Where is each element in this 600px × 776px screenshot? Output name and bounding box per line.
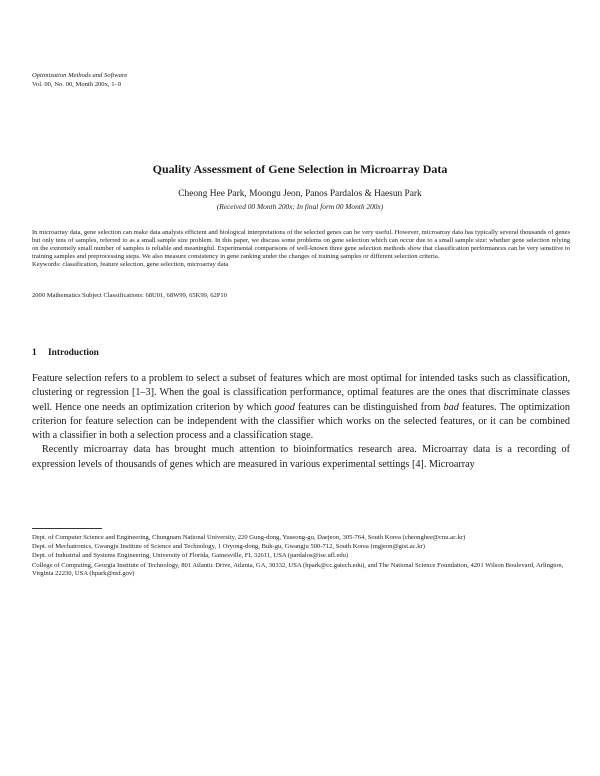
paper-title: Quality Assessment of Gene Selection in Microarray Data (152, 162, 448, 176)
abstract-text: In microarray data, gene selection can make data analysis efficient and biological interpretations of the selected genes can be very useful. However, microarray data has typically several thousands of genes but only tens of samples, referred to as a small sample size problem. In this paper, we discuss some problems on gene selection which can occur due to a small sample size: whether gene selection relying on the extremely small number of samples is reliable and meaningful. Experimental comparisons of well-known three gene selection methods show that classification performances can be very sensitive to training samples and preprocessing steps. We also measure consistency in gene ranking under the changes of training samples or different selection criteria. (32, 229, 570, 261)
paper-authors: Cheong Hee Park, Moongu Jeon, Panos Pardalos & Haesun Park (178, 189, 422, 199)
footnotes (32, 534, 570, 579)
received-dates: (Received 00 Month 200x; In final form 00 Month 200x) (216, 202, 384, 211)
footnote-item: Dept. of Industrial and Systems Engineering, University of Florida, Gainesville, FL 32611, USA (pardalos@ise.ufl.edu) (32, 552, 349, 560)
journal-volume: Vol. 00, No. 00, Month 200x, 1–9 (32, 80, 122, 88)
abstract (32, 229, 570, 269)
body-p1-good: good (274, 401, 295, 413)
footnote-item: Dept. of Computer Science and Engineering, Chungnam National University, 220 Gung-dong, Yuseong-gu, Daejeon, 305-764, South Korea (cheonghee@cnu.ac.kr) (32, 534, 466, 541)
footnote-item: Dept. of Mechatronics, Gwangju Institute of Science and Technology, 1 Oryong-dong, Buk-gu, Gwangju 500-712, South Korea (mgjeon@gist.ac.kr) (32, 543, 425, 551)
body-p1-part-a: Feature selection refers to a problem to select a subset of features which are most optimal for intended tasks such as classification, clustering or regression [1–3]. When the goal is classification performance, optimal features are the ones that discriminate classes well. Hence one needs an optimization criterion by which (32, 373, 570, 413)
section-heading (32, 348, 99, 358)
journal-header (32, 72, 127, 89)
footnote-rule (32, 528, 102, 529)
body-p1-part-c: features. The optimization criterion for feature selection can be independent with the classifier which works on the selected features, or it can be combined with a classifier in both a selection process and a classification stage. (32, 401, 570, 441)
section-title: Introduction (48, 348, 99, 358)
body-paragraph-1 (32, 372, 570, 443)
body-paragraph-2: Recently microarray data has brought much attention to bioinformatics research area. Microarray data is a recording of expression levels of thousands of genes which are measured in various experimental settings [4]. Microarray (32, 444, 570, 470)
footnote-item: College of Computing, Georgia Institute of Technology, 801 Atlantic Drive, Atlanta, GA, 30332, USA (hpark@cc.gatech.edu), and The National Science Foundation, 4201 Wilson Boulevard, Arlington, Virginia 22230, USA (hpark@nsf.gov) (32, 561, 564, 577)
section-number: 1 (32, 348, 37, 358)
body-p1-part-b: features can be distinguished from (294, 401, 444, 413)
body-text (32, 372, 570, 472)
body-p1-bad: bad (443, 401, 459, 413)
journal-name: Optimization Methods and Software (32, 72, 128, 79)
msc-classification: 2000 Mathematics Subject Classifications: 68U01, 68W99, 65K99, 62P10 (32, 292, 227, 299)
abstract-keywords: Keywords: classification, feature selection, gene selection, microarray data (32, 261, 229, 269)
